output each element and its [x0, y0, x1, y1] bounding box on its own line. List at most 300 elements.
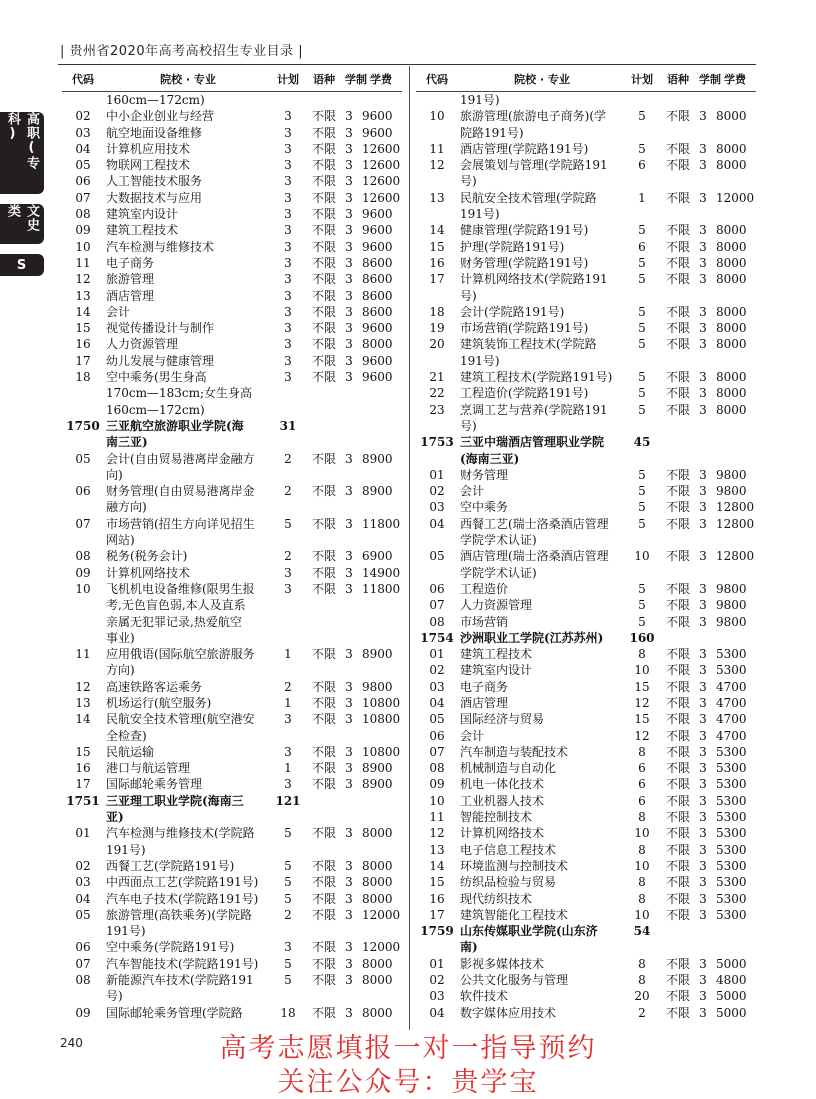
- table-row: [62, 988, 402, 1004]
- cell-years: [342, 988, 356, 1004]
- cell-years: 3: [345, 174, 353, 189]
- cell-fee: 5300: [716, 842, 747, 857]
- cell-name: 应用俄语(国际航空旅游服务: [106, 647, 255, 662]
- cell-name: 事业): [106, 630, 135, 645]
- cell-code: 14: [429, 223, 445, 238]
- table-row: [62, 222, 402, 238]
- cell-plan: 3: [284, 272, 292, 287]
- header-rule: [58, 64, 756, 65]
- cell-plan: 5: [284, 858, 292, 873]
- cell-fee: 8000: [362, 858, 393, 873]
- cell-name: 高速铁路客运乘务: [106, 679, 203, 694]
- cell-name: 大数据技术与应用: [106, 190, 203, 205]
- table-row: [416, 1005, 756, 1021]
- table-row: [62, 597, 402, 613]
- cell-fee: [710, 532, 754, 548]
- cell-name: 机电一体化技术: [460, 777, 545, 792]
- cell-lang: 不限: [665, 695, 690, 710]
- cell-code: 12: [429, 826, 445, 841]
- cell-fee: 5000: [716, 989, 747, 1004]
- column-divider: [409, 66, 410, 1030]
- table-row: [416, 483, 756, 499]
- cell-name: 网站): [106, 533, 135, 548]
- table-row: [62, 483, 402, 499]
- cell-plan: 3: [284, 581, 292, 596]
- table-row: [62, 108, 402, 124]
- cell-plan: 3: [284, 158, 292, 173]
- cell-lang: [306, 92, 342, 108]
- cell-code: [62, 842, 104, 858]
- cell-name: 酒店管理(学院路191号): [460, 141, 589, 156]
- cell-years: [342, 630, 356, 646]
- cell-fee: 12000: [362, 907, 401, 922]
- cell-lang: 不限: [665, 239, 690, 254]
- cell-fee: [356, 728, 400, 744]
- cell-fee: 8000: [362, 956, 393, 971]
- cell-code: 02: [75, 858, 91, 873]
- table-row: [416, 842, 756, 858]
- cell-fee: 5000: [716, 956, 747, 971]
- table-row: [416, 222, 756, 238]
- cell-name: 学院学术认证): [460, 533, 537, 548]
- cell-plan: 5: [638, 598, 646, 613]
- table-row: [62, 679, 402, 695]
- cell-name: 号): [460, 418, 477, 433]
- cell-lang: 不限: [665, 337, 690, 352]
- cell-plan: 5: [638, 402, 646, 417]
- table-row: [416, 304, 756, 320]
- cell-plan: 1: [284, 695, 292, 710]
- cell-years: 3: [345, 581, 353, 596]
- cell-name: 视觉传播设计与制作: [106, 321, 215, 336]
- cell-name: 健康管理(学院路191号): [460, 223, 589, 238]
- cell-lang: 不限: [665, 272, 690, 287]
- cell-plan: 10: [634, 858, 650, 873]
- school-row: [416, 923, 756, 939]
- cell-years: 3: [345, 304, 353, 319]
- table-row: [416, 776, 756, 792]
- cell-plan: 45: [633, 435, 651, 450]
- cell-code: 03: [429, 679, 445, 694]
- table-row: [62, 614, 402, 630]
- cell-name: 汽车智能技术(学院路191号): [106, 956, 259, 971]
- side-tab-level: 高职(专科): [0, 112, 44, 194]
- cell-fee: 8000: [716, 141, 747, 156]
- table-row: [62, 630, 402, 646]
- cell-years: [696, 434, 710, 450]
- cell-plan: [270, 809, 306, 825]
- cell-years: 3: [699, 516, 707, 531]
- side-tabs: [0, 112, 44, 286]
- cell-lang: 不限: [665, 777, 690, 792]
- cell-code: 08: [75, 973, 91, 988]
- cell-plan: [270, 923, 306, 939]
- cell-code: 05: [75, 451, 91, 466]
- cell-plan: 5: [638, 467, 646, 482]
- cell-years: 3: [345, 353, 353, 368]
- cell-lang: 不限: [311, 565, 336, 580]
- cell-name: 旅游管理: [106, 272, 155, 287]
- cell-code: 03: [429, 500, 445, 515]
- cell-years: 3: [699, 728, 707, 743]
- cell-years: [342, 385, 356, 401]
- cell-plan: 6: [638, 239, 646, 254]
- cell-years: 3: [699, 695, 707, 710]
- table-row: [62, 972, 402, 988]
- cell-lang: [306, 467, 342, 483]
- cell-years: 3: [345, 223, 353, 238]
- table-row: [416, 825, 756, 841]
- cell-fee: 8000: [716, 239, 747, 254]
- cell-years: 3: [699, 989, 707, 1004]
- cell-name: 南): [460, 940, 478, 955]
- cell-lang: 不限: [311, 337, 336, 352]
- cell-lang: 不限: [311, 484, 336, 499]
- cell-years: 3: [699, 744, 707, 759]
- cell-lang: 不限: [311, 321, 336, 336]
- cell-code: 04: [429, 695, 445, 710]
- cell-code: 03: [75, 875, 91, 890]
- cell-plan: [624, 418, 660, 434]
- cell-name: 号): [106, 989, 123, 1004]
- cell-lang: 不限: [311, 581, 336, 596]
- cell-plan: [624, 565, 660, 581]
- cell-fee: 8900: [362, 777, 393, 792]
- cell-plan: 5: [638, 223, 646, 238]
- cell-plan: [270, 662, 306, 678]
- cell-code: [62, 532, 104, 548]
- cell-plan: 3: [284, 125, 292, 140]
- table-row: [62, 874, 402, 890]
- cell-code: 13: [75, 288, 91, 303]
- cell-lang: 不限: [311, 109, 336, 124]
- table-row: [416, 988, 756, 1004]
- cell-name: 人力资源管理: [460, 598, 533, 613]
- cell-code: [416, 92, 458, 108]
- cell-fee: 14900: [362, 565, 401, 580]
- cell-lang: 不限: [311, 272, 336, 287]
- cell-lang: 不限: [311, 304, 336, 319]
- table-row: [416, 255, 756, 271]
- cell-fee: 12800: [716, 516, 755, 531]
- cell-fee: 8000: [716, 337, 747, 352]
- cell-name: 空中乘务(男生身高: [106, 370, 207, 385]
- table-row: [62, 695, 402, 711]
- cell-plan: 8: [638, 842, 646, 857]
- cell-lang: 不限: [311, 973, 336, 988]
- cell-name: 西餐工艺(瑞士洛桑酒店管理: [460, 516, 609, 531]
- cell-code: 02: [429, 973, 445, 988]
- cell-name: (海南三亚): [460, 451, 520, 466]
- cell-years: 3: [699, 956, 707, 971]
- cell-code: [62, 92, 104, 108]
- cell-name: 财务管理(学院路191号): [460, 255, 589, 270]
- cell-years: 3: [345, 255, 353, 270]
- cell-fee: 10800: [362, 744, 401, 759]
- cell-lang: 不限: [665, 581, 690, 596]
- cell-code: 02: [429, 484, 445, 499]
- header-lang: 语种: [667, 72, 689, 86]
- cell-name: 市场营销(招生方向详见招生: [106, 516, 255, 531]
- page-number: 240: [60, 1036, 83, 1050]
- cell-name: 电子信息工程技术: [460, 842, 557, 857]
- cell-lang: [660, 206, 696, 222]
- cell-plan: 5: [638, 255, 646, 270]
- cell-name: 建筑工程技术(学院路191号): [460, 370, 613, 385]
- cell-plan: 6: [638, 793, 646, 808]
- cell-code: 13: [75, 695, 91, 710]
- cell-name: 现代纺织技术: [460, 891, 533, 906]
- cell-fee: 12000: [716, 190, 755, 205]
- cell-years: 3: [699, 858, 707, 873]
- table-row: [62, 369, 402, 385]
- cell-years: 3: [699, 255, 707, 270]
- cell-name: 西餐工艺(学院路191号): [106, 858, 235, 873]
- cell-years: [696, 353, 710, 369]
- cell-years: 3: [345, 549, 353, 564]
- cell-plan: 3: [284, 712, 292, 727]
- cell-years: [342, 662, 356, 678]
- cell-years: 3: [345, 777, 353, 792]
- cell-fee: 12000: [362, 940, 401, 955]
- cell-plan: 3: [284, 370, 292, 385]
- cell-name: 计算机网络技术: [106, 565, 191, 580]
- table-row: [416, 271, 756, 287]
- cell-plan: [270, 630, 306, 646]
- table-row: [416, 125, 756, 141]
- cell-code: 01: [429, 467, 445, 482]
- cell-fee: [710, 92, 754, 108]
- cell-name: 飞机机电设备维修(限男生报: [106, 581, 255, 596]
- cell-name: 号): [460, 174, 477, 189]
- cell-fee: 8000: [716, 321, 747, 336]
- cell-plan: 12: [634, 695, 650, 710]
- cell-code: [62, 662, 104, 678]
- table-row: [62, 532, 402, 548]
- cell-years: 3: [699, 321, 707, 336]
- table-row: [416, 173, 756, 189]
- cell-years: [696, 418, 710, 434]
- cell-years: 3: [699, 500, 707, 515]
- cell-plan: 160: [629, 630, 655, 645]
- cell-plan: [270, 728, 306, 744]
- cell-name: 学院学术认证): [460, 565, 537, 580]
- cell-name: 空中乘务(学院路191号): [106, 940, 235, 955]
- table-row: [416, 516, 756, 532]
- cell-lang: [306, 434, 342, 450]
- cell-code: 07: [429, 598, 445, 613]
- cell-years: 3: [699, 190, 707, 205]
- cell-lang: [306, 402, 342, 418]
- cell-fee: 8000: [362, 891, 393, 906]
- cell-name: 会计(学院路191号): [460, 304, 565, 319]
- cell-years: 3: [345, 695, 353, 710]
- cell-code: 17: [429, 907, 445, 922]
- table-row: [416, 760, 756, 776]
- table-row: [62, 776, 402, 792]
- cell-fee: 12600: [362, 174, 401, 189]
- cell-name: 航空地面设备维修: [106, 125, 203, 140]
- cell-plan: 12: [634, 728, 650, 743]
- cell-plan: 3: [284, 174, 292, 189]
- cell-name: 人工智能技术服务: [106, 174, 203, 189]
- cell-years: 3: [699, 402, 707, 417]
- cell-lang: 不限: [311, 744, 336, 759]
- cell-plan: [270, 92, 306, 108]
- cell-plan: [270, 988, 306, 1004]
- table-row: [62, 385, 402, 401]
- table-row: [62, 825, 402, 841]
- cell-lang: 不限: [665, 109, 690, 124]
- cell-fee: 5300: [716, 793, 747, 808]
- school-row: [416, 939, 756, 955]
- cell-code: 10: [429, 109, 445, 124]
- cell-lang: 不限: [311, 891, 336, 906]
- cell-lang: [660, 173, 696, 189]
- cell-name: 191号): [460, 353, 500, 368]
- cell-years: 3: [699, 826, 707, 841]
- cell-plan: 8: [638, 647, 646, 662]
- table-row: [62, 891, 402, 907]
- cell-plan: 5: [638, 304, 646, 319]
- cell-years: 3: [345, 337, 353, 352]
- table-row: [62, 304, 402, 320]
- cell-fee: 9800: [716, 614, 747, 629]
- cell-lang: 不限: [665, 141, 690, 156]
- cell-code: 12: [75, 679, 91, 694]
- cell-years: 3: [699, 581, 707, 596]
- cell-name: 建筑室内设计: [460, 663, 533, 678]
- cell-code: 10: [429, 793, 445, 808]
- header-name: 院校 · 专业: [514, 72, 570, 86]
- cell-lang: 不限: [311, 549, 336, 564]
- cell-code: 07: [75, 190, 91, 205]
- cell-fee: [710, 451, 754, 467]
- cell-years: [342, 597, 356, 613]
- cell-years: 3: [699, 304, 707, 319]
- table-row: [62, 271, 402, 287]
- cell-years: 3: [699, 370, 707, 385]
- cell-name: 160cm—172cm): [106, 402, 205, 417]
- cell-plan: 15: [634, 679, 650, 694]
- cell-fee: [356, 402, 400, 418]
- cell-lang: 不限: [311, 712, 336, 727]
- cell-code: 23: [429, 402, 445, 417]
- cell-name: 市场营销(学院路191号): [460, 321, 589, 336]
- cell-plan: 10: [634, 549, 650, 564]
- cell-fee: 9600: [362, 239, 393, 254]
- cell-name: 160cm—172cm): [106, 93, 205, 107]
- cell-plan: 5: [284, 956, 292, 971]
- cell-lang: 不限: [665, 647, 690, 662]
- table-row: [62, 728, 402, 744]
- cell-years: 3: [345, 679, 353, 694]
- cell-years: 3: [345, 907, 353, 922]
- cell-name: 工业机器人技术: [460, 793, 545, 808]
- table-row: [62, 320, 402, 336]
- table-row: [62, 923, 402, 939]
- cell-plan: 5: [284, 826, 292, 841]
- cell-years: 3: [345, 565, 353, 580]
- cell-plan: 5: [638, 386, 646, 401]
- cell-name: 沙洲职业工学院(江苏苏州): [460, 630, 604, 645]
- cell-name: 纺织品检验与贸易: [460, 875, 557, 890]
- table-row: [416, 793, 756, 809]
- cell-years: [696, 173, 710, 189]
- table-row: [416, 662, 756, 678]
- cell-name: 会计: [106, 304, 131, 319]
- cell-code: 11: [75, 255, 91, 270]
- cell-fee: 5300: [716, 826, 747, 841]
- cell-code: 17: [75, 777, 91, 792]
- cell-code: 04: [75, 891, 91, 906]
- cell-name: 工程造价: [460, 581, 509, 596]
- cell-years: 3: [699, 158, 707, 173]
- cell-name: 空中乘务: [460, 500, 509, 515]
- cell-plan: 20: [634, 989, 650, 1004]
- cell-name: 三亚理工职业学院(海南三: [106, 793, 244, 808]
- left-column: [62, 66, 402, 1021]
- cell-plan: 6: [638, 158, 646, 173]
- cell-plan: [624, 125, 660, 141]
- table-row: [416, 679, 756, 695]
- table-row: [62, 646, 402, 662]
- cell-years: 3: [699, 679, 707, 694]
- cell-code: 17: [75, 353, 91, 368]
- table-row: [62, 516, 402, 532]
- cell-lang: 不限: [311, 451, 336, 466]
- cell-fee: 12800: [716, 500, 755, 515]
- cell-fee: [356, 842, 400, 858]
- cell-years: 3: [699, 663, 707, 678]
- cell-code: [62, 809, 104, 825]
- cell-plan: 3: [284, 190, 292, 205]
- table-row: [416, 565, 756, 581]
- table-row: [416, 711, 756, 727]
- cell-plan: 1: [284, 647, 292, 662]
- table-row: [62, 255, 402, 271]
- cell-code: [62, 467, 104, 483]
- cell-lang: 不限: [665, 223, 690, 238]
- cell-name: 机械制造与自动化: [460, 761, 557, 776]
- cell-fee: [710, 206, 754, 222]
- cell-fee: 9600: [362, 125, 393, 140]
- cell-code: 08: [75, 549, 91, 564]
- cell-fee: 12600: [362, 190, 401, 205]
- cell-fee: 5300: [716, 744, 747, 759]
- cell-fee: [710, 923, 754, 939]
- cell-name: 亚): [106, 810, 124, 825]
- table-row: [62, 1005, 402, 1021]
- right-table-body: [416, 92, 756, 1021]
- cell-name: 建筑工程技术: [460, 647, 533, 662]
- table-row: [416, 581, 756, 597]
- table-row: [62, 402, 402, 418]
- cell-code: [416, 565, 458, 581]
- cell-years: 3: [699, 810, 707, 825]
- cell-years: [342, 842, 356, 858]
- cell-code: 08: [429, 614, 445, 629]
- cell-years: 3: [699, 842, 707, 857]
- watermark-line-1: 高考志愿填报一对一指导预约: [219, 1033, 597, 1064]
- cell-years: 3: [345, 158, 353, 173]
- cell-years: [342, 499, 356, 515]
- table-row: [416, 418, 756, 434]
- table-row: [416, 597, 756, 613]
- cell-lang: 不限: [311, 875, 336, 890]
- cell-fee: 8600: [362, 304, 393, 319]
- school-row: [62, 418, 402, 434]
